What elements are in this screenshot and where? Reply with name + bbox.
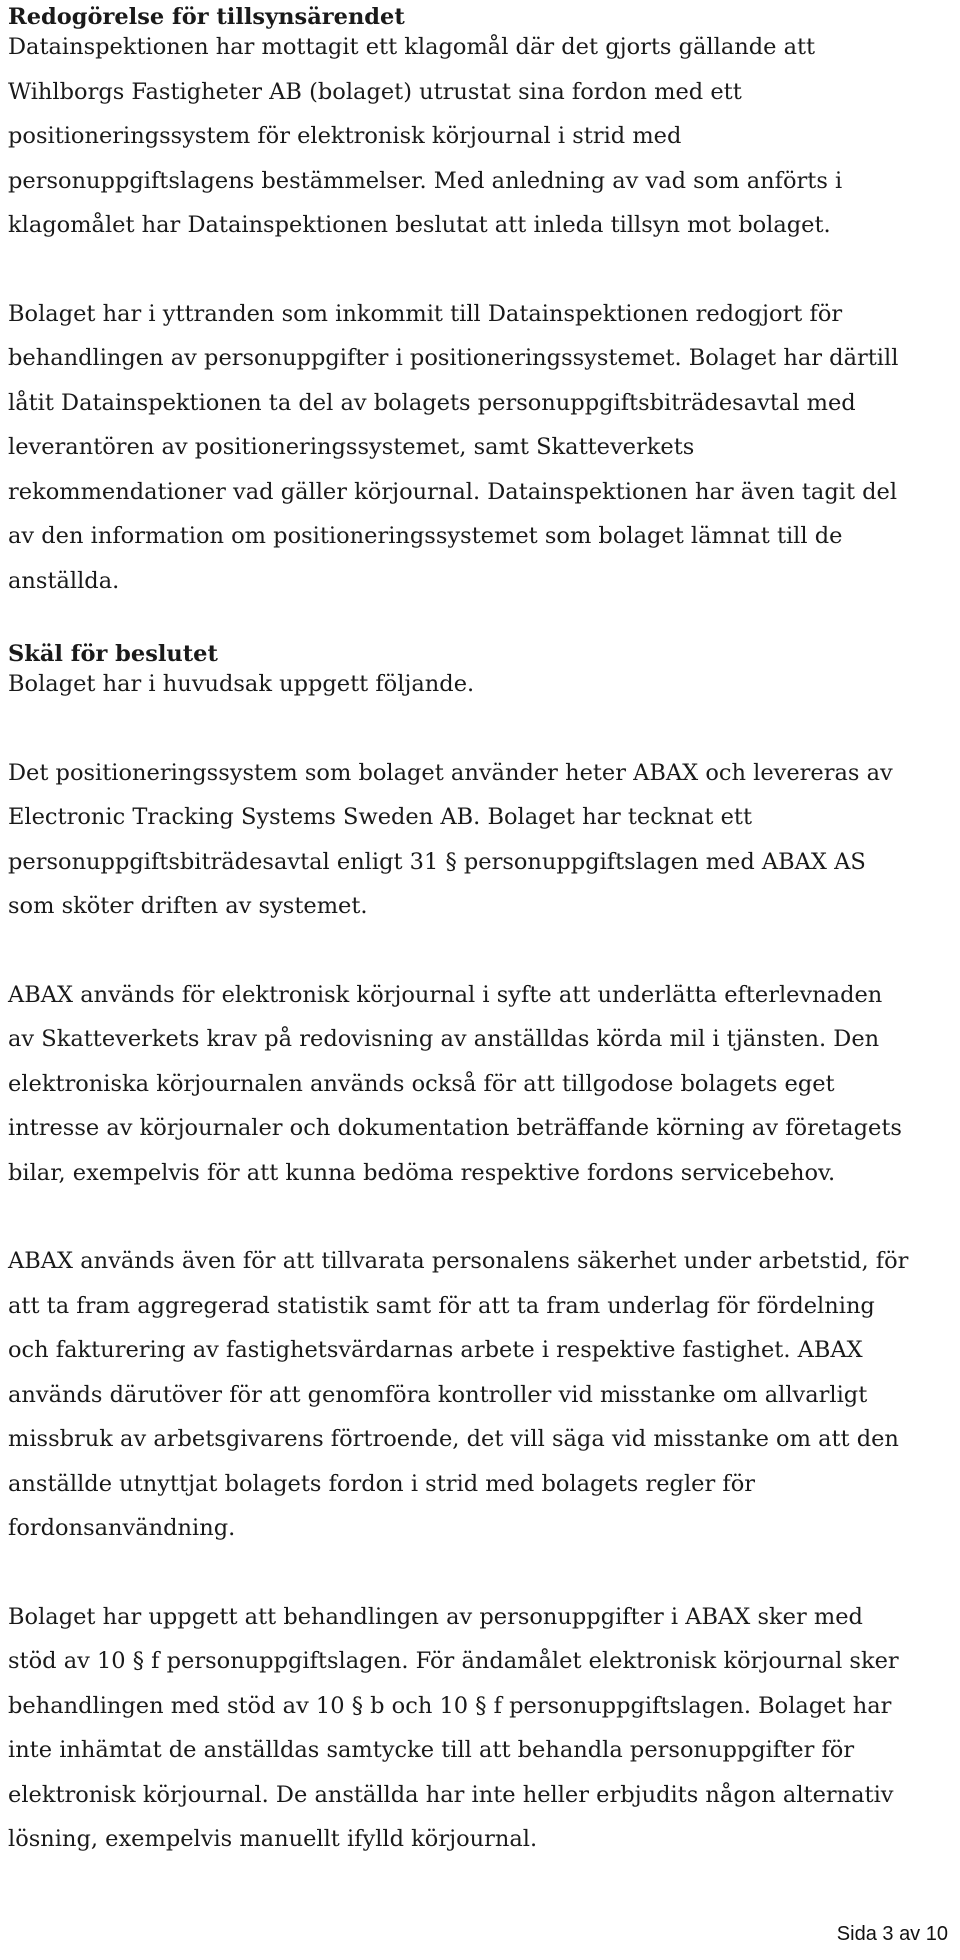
- paragraph: ABAX används även för att tillvarata personalens säkerhet under arbetstid, för att ta fram aggregerad statistik samt för att ta fram underlag för fördelning och fakturering av fastighetsvärdarnas arbete i respektive fastighet. ABAX används därutöver för att genomföra kontroller vid misstanke om allvarligt missbruk av arbetsgivarens förtroende, det vill säga vid misstanke om att den anställde utnyttjat bolagets fordon i strid med bolagets regler för fordonsanvändning.: [8, 1248, 909, 1541]
- paragraph: Bolaget har i huvudsak uppgett följande.: [8, 671, 475, 697]
- paragraph: Datainspektionen har mottagit ett klagomål där det gjorts gällande att Wihlborgs Fastigheter AB (bolaget) utrustat sina fordon med ett positioneringssystem för elektronisk körjournal i strid med personuppgiftslagens bestämmelser. Med anledning av vad som anförts i klagomålet har Datainspektionen beslutat att inleda tillsyn mot bolaget.: [8, 34, 843, 238]
- section-heading-redogorelse: Redogörelse för tillsynsärendet: [8, 4, 405, 30]
- page-number: Sida 3 av 10: [836, 1923, 948, 1945]
- document-page: [8, 0, 948, 1862]
- paragraph: Bolaget har uppgett att behandlingen av personuppgifter i ABAX sker med stöd av 10 § f personuppgiftslagen. För ändamålet elektronisk körjournal sker behandlingen med stöd av 10 § b och 10 § f personuppgiftslagen. Bolaget har inte inhämtat de anställdas samtycke till att behandla personuppgifter för elektronisk körjournal. De anställda har inte heller erbjudits någon alternativ lösning, exempelvis manuellt ifylld körjournal.: [8, 1603, 899, 1852]
- paragraph: Det positioneringssystem som bolaget använder heter ABAX och levereras av Electronic Tracking Systems Sweden AB. Bolaget har tecknat ett personuppgiftsbiträdesavtal enligt 31 § personuppgiftslagen med ABAX AS som sköter driften av systemet.: [8, 759, 893, 919]
- section-heading-skal: Skäl för beslutet: [8, 641, 218, 667]
- paragraph: Bolaget har i yttranden som inkommit till Datainspektionen redogjort för behandlingen av personuppgifter i positioneringssystemet. Bolaget har därtill låtit Datainspektionen ta del av bolagets personuppgiftsbiträdesavtal med leverantören av positioneringssystemet, samt Skatteverkets rekommendationer vad gäller körjournal. Datainspektionen har även tagit del av den information om positioneringssystemet som bolaget lämnat till de anställda.: [8, 300, 899, 594]
- paragraph: ABAX används för elektronisk körjournal i syfte att underlätta efterlevnaden av Skatteverkets krav på redovisning av anställdas körda mil i tjänsten. Den elektroniska körjournalen används också för att tillgodose bolagets eget intresse av körjournaler och dokumentation beträffande körning av företagets bilar, exempelvis för att kunna bedöma respektive fordons servicebehov.: [8, 981, 902, 1186]
